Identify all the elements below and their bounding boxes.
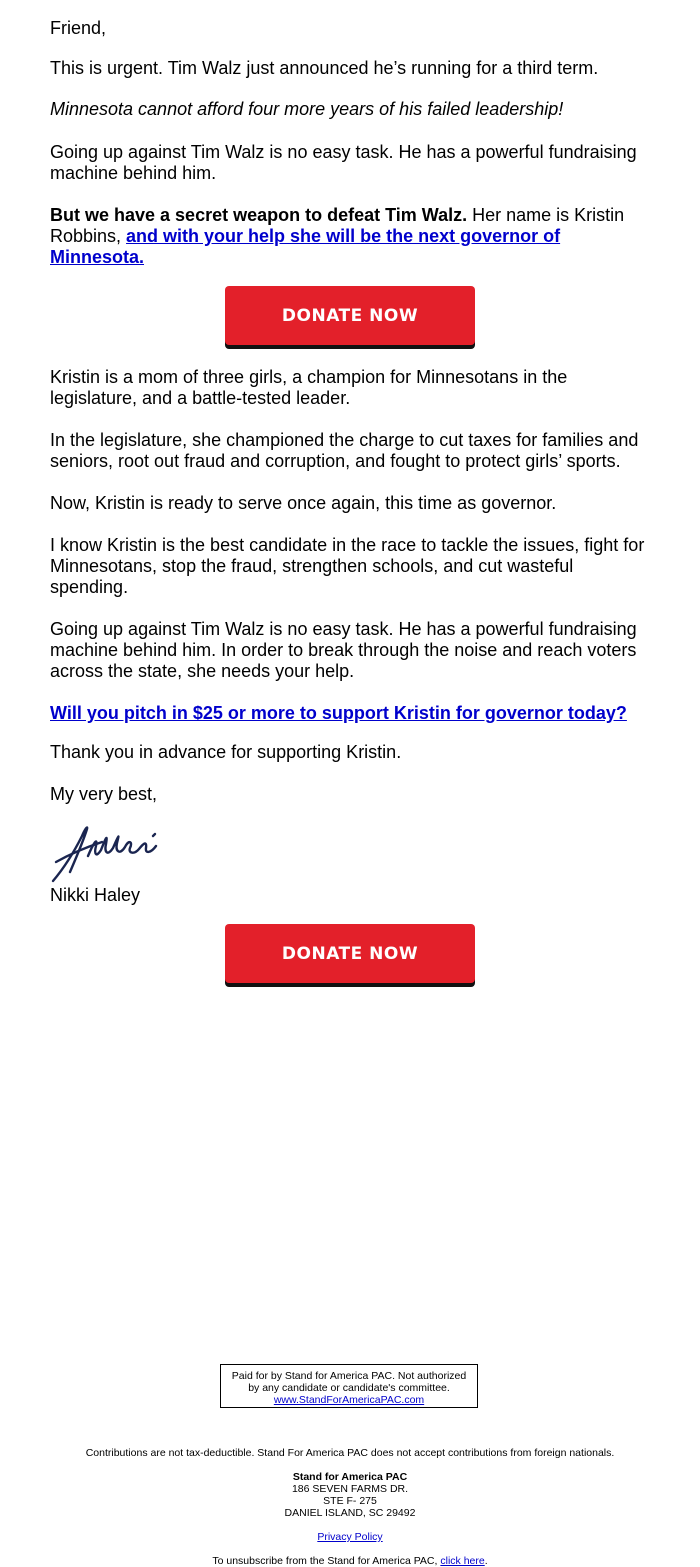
pitch-paragraph bbox=[50, 703, 650, 724]
privacy-policy-link[interactable]: Privacy Policy bbox=[317, 1531, 383, 1543]
address-line-1: 186 SEVEN FARMS DR. bbox=[291, 1483, 409, 1495]
paragraph-urgent: This is urgent. Tim Walz just announced he’s running for a third term. bbox=[50, 58, 599, 78]
governor-link[interactable]: and with your help she will be the next governor of Minnesota. bbox=[50, 226, 561, 267]
unsubscribe-text: To unsubscribe from the Stand for America PAC, bbox=[212, 1555, 441, 1567]
closing: My very best, bbox=[50, 784, 158, 804]
paid-for-line-1: Paid for by Stand for America PAC. Not authorized bbox=[231, 1370, 467, 1382]
paragraph-against-1: Going up against Tim Walz is no easy task. He has a powerful fundraising machine behind him. bbox=[50, 142, 637, 183]
org-name: Stand for America PAC bbox=[292, 1471, 408, 1483]
paragraph-italic: Minnesota cannot afford four more years of his failed leadership! bbox=[50, 99, 564, 119]
signature-image bbox=[50, 822, 165, 884]
address-line-3: DANIEL ISLAND, SC 29492 bbox=[284, 1507, 416, 1519]
paid-for-line-2: by any candidate or candidate's committee. bbox=[248, 1382, 450, 1394]
website-link[interactable]: www.StandForAmericaPAC.com bbox=[273, 1394, 425, 1406]
unsubscribe-row bbox=[0, 1555, 700, 1567]
paragraph-know: I know Kristin is the best candidate in the race to tackle the issues, fight for Minnesotans, stop the fraud, strengthen schools, and cut wasteful spending. bbox=[50, 535, 645, 597]
paragraph-weapon bbox=[50, 205, 640, 268]
paragraph-against-2: Going up against Tim Walz is no easy task. He has a powerful fundraising machine behind him. In order to break through the noise and reach voters across the state, she needs your help. bbox=[50, 619, 637, 681]
privacy-row bbox=[0, 1531, 700, 1543]
weapon-bold-text: But we have a secret weapon to defeat Tim Walz. bbox=[50, 205, 468, 225]
weapon-text: Her name is Kristin Robbins, bbox=[50, 205, 625, 246]
unsubscribe-link[interactable]: click here bbox=[440, 1555, 485, 1567]
paragraph-ready: Now, Kristin is ready to serve once again, this time as governor. bbox=[50, 493, 557, 513]
donate-button-bottom[interactable]: DONATE NOW bbox=[225, 924, 475, 983]
paragraph-thanks: Thank you in advance for supporting Kristin. bbox=[50, 742, 402, 762]
pitch-link[interactable]: Will you pitch in $25 or more to support Kristin for governor today? bbox=[50, 703, 627, 723]
donate-button-top-wrap bbox=[50, 286, 650, 345]
paragraph-mom: Kristin is a mom of three girls, a champion for Minnesotans in the legislature, and a battle-tested leader. bbox=[50, 367, 568, 408]
paragraph-legislature: In the legislature, she championed the charge to cut taxes for families and seniors, root out fraud and corruption, and fought to protect girls’ sports. bbox=[50, 430, 639, 471]
donate-button-bottom-wrap bbox=[50, 924, 650, 983]
signer-name: Nikki Haley bbox=[50, 885, 141, 905]
mailing-address bbox=[0, 1471, 700, 1519]
greeting: Friend, bbox=[50, 18, 107, 38]
contributions-notice: Contributions are not tax-deductible. Stand For America PAC does not accept contributions from foreign nationals. bbox=[85, 1447, 615, 1459]
address-line-2: STE F- 275 bbox=[323, 1495, 377, 1507]
unsubscribe-end: . bbox=[484, 1555, 488, 1567]
donate-button-top[interactable]: DONATE NOW bbox=[225, 286, 475, 345]
paid-for-disclaimer bbox=[220, 1364, 478, 1408]
